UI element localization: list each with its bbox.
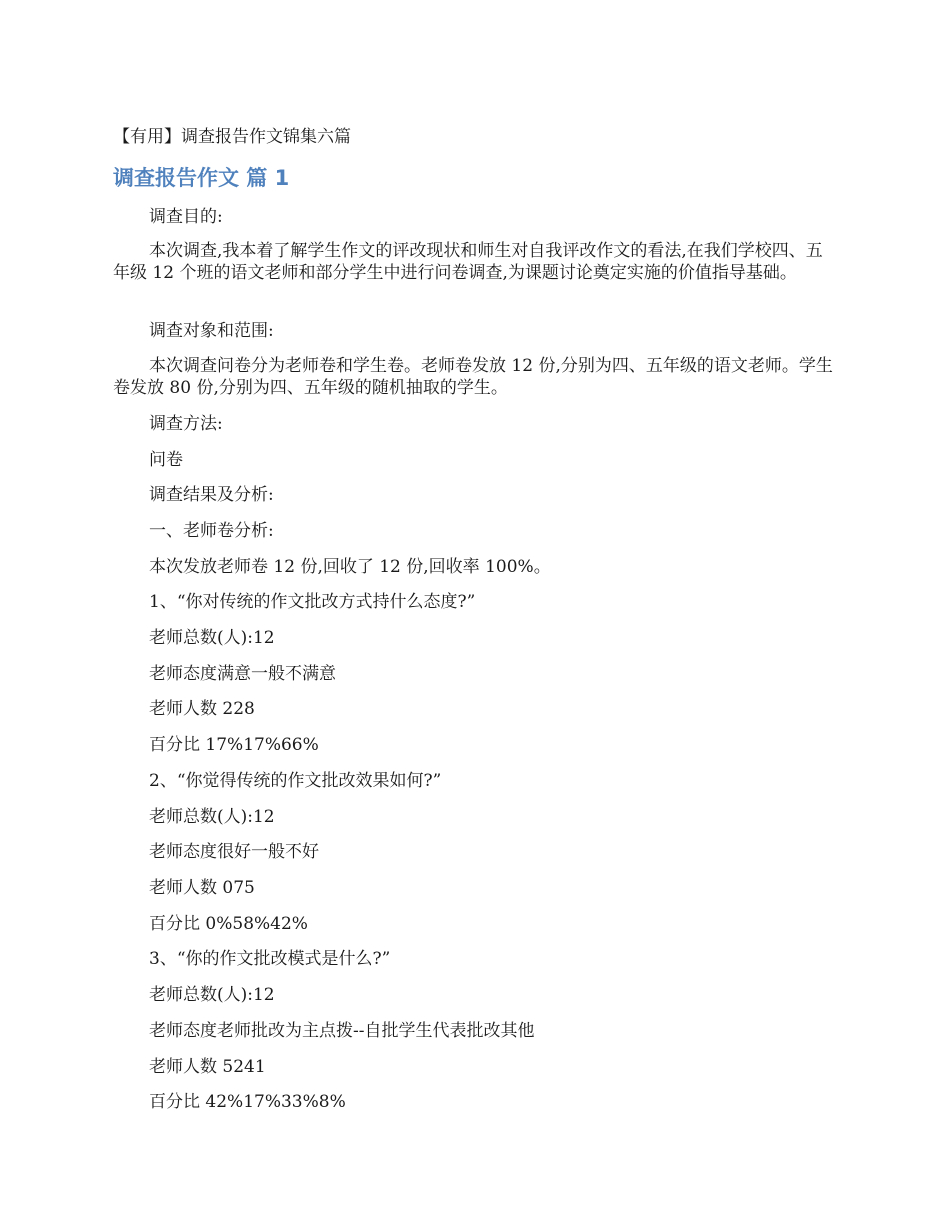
question-3-percent: 百分比 42%17%33%8% xyxy=(149,1092,346,1112)
purpose-label: 调查目的: xyxy=(149,207,223,227)
question-3-total: 老师总数(人):12 xyxy=(149,985,275,1005)
scope-paragraph: 本次调查问卷分为老师卷和学生卷。老师卷发放 12 份,分别为四、五年级的语文老师。学生卷发放 80 份,分别为四、五年级的随机抽取的学生。 xyxy=(113,356,833,398)
method-label: 调查方法: xyxy=(149,414,223,434)
question-2-attitude: 老师态度很好一般不好 xyxy=(149,842,319,862)
method-value: 问卷 xyxy=(149,450,183,470)
teacher-summary: 本次发放老师卷 12 份,回收了 12 份,回收率 100%。 xyxy=(149,557,551,577)
question-3-count: 老师人数 5241 xyxy=(149,1057,266,1077)
document-title: 【有用】调查报告作文锦集六篇 xyxy=(113,127,351,147)
question-1-attitude: 老师态度满意一般不满意 xyxy=(149,664,336,684)
question-1-count: 老师人数 228 xyxy=(149,699,255,719)
question-2: 2、“你觉得传统的作文批改效果如何?” xyxy=(149,771,442,791)
question-2-count: 老师人数 075 xyxy=(149,878,255,898)
results-label: 调查结果及分析: xyxy=(149,485,274,505)
section-heading: 调查报告作文 篇 1 xyxy=(113,166,290,190)
question-2-total: 老师总数(人):12 xyxy=(149,807,275,827)
question-2-percent: 百分比 0%58%42% xyxy=(149,914,308,934)
question-1: 1、“你对传统的作文批改方式持什么态度?” xyxy=(149,592,476,612)
question-1-total: 老师总数(人):12 xyxy=(149,628,275,648)
question-1-percent: 百分比 17%17%66% xyxy=(149,735,319,755)
teacher-analysis-label: 一、老师卷分析: xyxy=(149,521,274,541)
question-3: 3、“你的作文批改模式是什么?” xyxy=(149,949,391,969)
scope-label: 调查对象和范围: xyxy=(149,321,274,341)
purpose-paragraph: 本次调查,我本着了解学生作文的评改现状和师生对自我评改作文的看法,在我们学校四、五年级 12 个班的语文老师和部分学生中进行问卷调查,为课题讨论奠定实施的价值指导基础。 xyxy=(113,241,823,283)
question-3-attitude: 老师态度老师批改为主点拨--自批学生代表批改其他 xyxy=(149,1021,535,1041)
